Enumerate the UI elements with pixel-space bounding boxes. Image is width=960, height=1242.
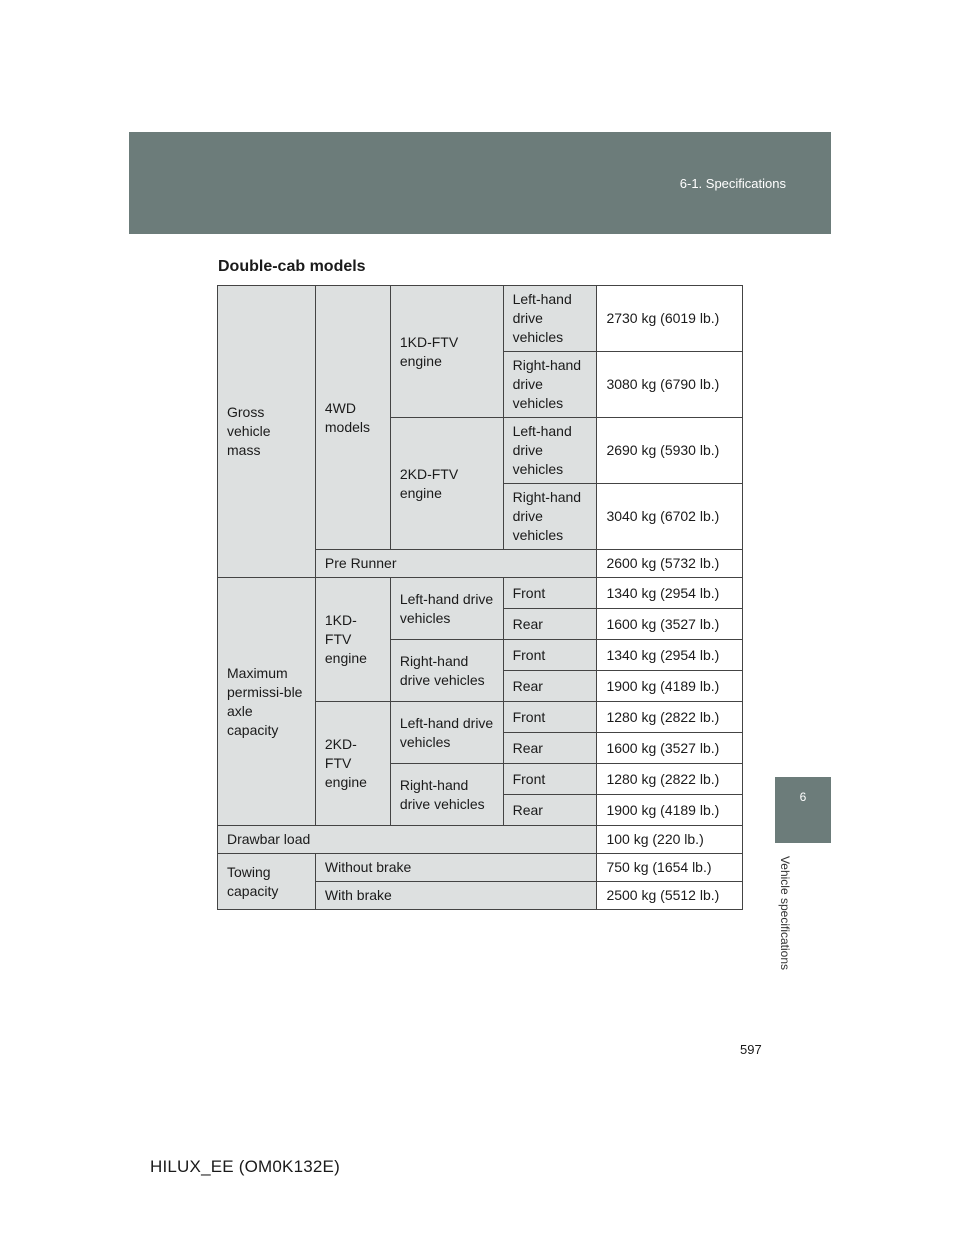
towing-with-brake-value: 2500 kg (5512 lb.) — [606, 887, 720, 903]
table-row — [218, 578, 743, 609]
gvm-2kd-lhd-cell — [503, 418, 597, 484]
towing-label-cell — [218, 854, 316, 910]
axle-2kd-lhd-cell — [390, 702, 503, 764]
page-number: 597 — [740, 1042, 762, 1057]
axle-2kd-lhd-front-value: 1280 kg (2822 lb.) — [606, 708, 720, 725]
drawbar-value: 100 kg (220 lb.) — [606, 831, 704, 847]
gvm-label-cell — [218, 286, 316, 578]
chapter-label: Vehicle specifications — [778, 855, 792, 971]
axle-front-label: Front — [512, 770, 546, 787]
axle-value-cell — [597, 733, 743, 764]
gvm-1kd-rhd-value: 3080 kg (6790 lb.) — [606, 376, 720, 392]
drawbar-label: Drawbar load — [227, 831, 311, 847]
gvm-lhd-label: Left-hand drive vehicles — [512, 291, 572, 345]
axle-value-cell — [597, 702, 743, 733]
chapter-number: 6 — [799, 790, 807, 804]
axle-2kd-rhd-rear-value: 1900 kg (4189 lb.) — [606, 801, 720, 818]
axle-rear-cell — [503, 795, 597, 826]
axle-front-label: Front — [512, 584, 546, 601]
gvm-pre-runner-value-cell — [597, 550, 743, 578]
gvm-lhd-label: Left-hand drive vehicles — [512, 423, 572, 477]
towing-with-brake-cell — [315, 882, 597, 910]
gvm-2kd-rhd-value-cell — [597, 484, 743, 550]
axle-1kd-rhd-front-value: 1340 kg (2954 lb.) — [606, 646, 720, 663]
axle-rear-label: Rear — [512, 801, 543, 818]
gvm-1kd-lhd-cell — [503, 286, 597, 352]
axle-engine-2kd: 2KD-FTV engine — [324, 736, 367, 790]
gvm-2kd-rhd-value: 3040 kg (6702 lb.) — [606, 508, 720, 524]
table-row — [218, 286, 743, 352]
gvm-label: Gross vehicle mass — [227, 404, 271, 458]
gvm-1kd-rhd-cell — [503, 352, 597, 418]
towing-without-brake-value-cell — [597, 854, 743, 882]
axle-engine-1kd: 1KD-FTV engine — [324, 612, 367, 666]
axle-front-cell — [503, 702, 597, 733]
axle-front-cell — [503, 764, 597, 795]
gvm-2kd-rhd-cell — [503, 484, 597, 550]
document-code: HILUX_EE (OM0K132E) — [150, 1157, 340, 1176]
gvm-engine-2kd-cell — [390, 418, 503, 550]
axle-label-cell — [218, 578, 316, 826]
gvm-engine-2kd: 2KD-FTV engine — [399, 465, 459, 501]
gvm-model-cell — [315, 286, 390, 550]
drawbar-label-cell — [218, 826, 597, 854]
axle-value-cell — [597, 640, 743, 671]
header-band — [129, 132, 831, 234]
axle-rear-label: Rear — [512, 615, 543, 632]
axle-engine-2kd-cell — [315, 702, 390, 826]
gvm-pre-runner-label: Pre Runner — [324, 555, 397, 571]
gvm-1kd-lhd-value: 2730 kg (6019 lb.) — [606, 310, 720, 326]
spec-table — [217, 285, 743, 910]
gvm-engine-1kd-cell — [390, 286, 503, 418]
axle-2kd-lhd-rear-value: 1600 kg (3527 lb.) — [606, 739, 720, 756]
axle-front-label: Front — [512, 708, 546, 725]
drawbar-value-cell — [597, 826, 743, 854]
axle-rear-cell — [503, 609, 597, 640]
axle-value-cell — [597, 795, 743, 826]
axle-lhd-label: Left-hand drive vehicles — [399, 714, 494, 750]
axle-value-cell — [597, 578, 743, 609]
towing-with-brake-value-cell — [597, 882, 743, 910]
table-row — [218, 854, 743, 882]
gvm-rhd-label: Right-hand drive vehicles — [512, 357, 582, 411]
gvm-model-4wd: 4WD models — [324, 399, 371, 435]
gvm-rhd-label: Right-hand drive vehicles — [512, 489, 582, 543]
axle-1kd-lhd-rear-value: 1600 kg (3527 lb.) — [606, 615, 720, 632]
axle-1kd-lhd-front-value: 1340 kg (2954 lb.) — [606, 584, 720, 601]
axle-rear-cell — [503, 733, 597, 764]
axle-front-label: Front — [512, 646, 546, 663]
gvm-engine-1kd: 1KD-FTV engine — [399, 333, 459, 369]
table-row — [218, 826, 743, 854]
axle-2kd-rhd-cell — [390, 764, 503, 826]
axle-rear-label: Rear — [512, 677, 543, 694]
axle-engine-1kd-cell — [315, 578, 390, 702]
axle-2kd-rhd-front-value: 1280 kg (2822 lb.) — [606, 770, 720, 787]
axle-rear-cell — [503, 671, 597, 702]
axle-1kd-rhd-rear-value: 1900 kg (4189 lb.) — [606, 677, 720, 694]
axle-1kd-lhd-cell — [390, 578, 503, 640]
towing-without-brake-value: 750 kg (1654 lb.) — [606, 859, 712, 875]
axle-value-cell — [597, 609, 743, 640]
axle-front-cell — [503, 578, 597, 609]
axle-front-cell — [503, 640, 597, 671]
gvm-pre-runner-value: 2600 kg (5732 lb.) — [606, 555, 720, 571]
axle-rhd-label: Right-hand drive vehicles — [399, 652, 485, 688]
gvm-pre-runner-cell — [315, 550, 597, 578]
section-title: Double-cab models — [218, 258, 366, 275]
towing-without-brake-label: Without brake — [324, 859, 412, 875]
towing-without-brake-cell — [315, 854, 597, 882]
axle-label: Maximum permissi-ble axle capacity — [227, 664, 303, 738]
header-section-title: 6-1. Specifications — [679, 176, 786, 191]
axle-value-cell — [597, 764, 743, 795]
gvm-1kd-lhd-value-cell — [597, 286, 743, 352]
gvm-1kd-rhd-value-cell — [597, 352, 743, 418]
gvm-2kd-lhd-value-cell — [597, 418, 743, 484]
gvm-2kd-lhd-value: 2690 kg (5930 lb.) — [606, 442, 720, 458]
towing-with-brake-label: With brake — [324, 887, 392, 903]
axle-lhd-label: Left-hand drive vehicles — [399, 590, 494, 626]
axle-rear-label: Rear — [512, 739, 543, 756]
axle-value-cell — [597, 671, 743, 702]
axle-rhd-label: Right-hand drive vehicles — [399, 776, 485, 812]
towing-label: Towing capacity — [227, 863, 279, 899]
axle-1kd-rhd-cell — [390, 640, 503, 702]
